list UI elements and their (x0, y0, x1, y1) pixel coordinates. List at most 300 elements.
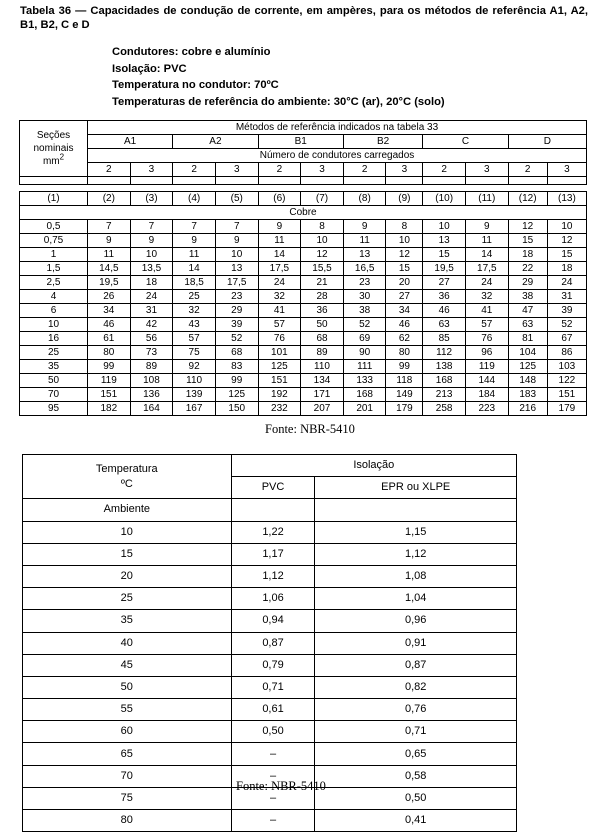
sections-header (20, 121, 88, 177)
method-a1: A1 (88, 135, 173, 149)
ampacity-cell: 9 (130, 234, 173, 248)
column-number: (8) (343, 192, 386, 206)
ampacity-cell: 32 (465, 290, 508, 304)
ampacity-cell: 10 (130, 248, 173, 262)
sections-label: Seções (36, 130, 71, 141)
ampacity-cell: 104 (508, 346, 547, 360)
ampacity-cell: 9 (258, 220, 301, 234)
epr-factor-cell: 0,96 (315, 610, 517, 632)
ampacity-cell: 46 (386, 318, 423, 332)
epr-factor-cell: 0,50 (315, 787, 517, 809)
section-cell: 0,75 (20, 234, 88, 248)
specs-block (112, 44, 445, 110)
section-cell: 2,5 (20, 276, 88, 290)
conductor-count: 3 (386, 163, 423, 177)
ampacity-cell: 151 (258, 374, 301, 388)
ampacity-cell: 67 (547, 332, 586, 346)
ampacity-table (19, 120, 587, 416)
ampacity-cell: 89 (301, 346, 344, 360)
ampacity-cell: 14 (173, 262, 216, 276)
section-cell: 10 (20, 318, 88, 332)
ampacity-cell: 10 (215, 248, 258, 262)
epr-factor-cell: 1,08 (315, 565, 517, 587)
ambient-empty-cell (315, 499, 517, 521)
column-number: (2) (88, 192, 131, 206)
ampacity-cell: 62 (386, 332, 423, 346)
temperature-cell: 15 (23, 543, 232, 565)
column-number: (5) (215, 192, 258, 206)
ampacity-cell: 18,5 (173, 276, 216, 290)
ampacity-cell: 11 (258, 234, 301, 248)
spec-insulation: Isolação: PVC (112, 62, 187, 75)
ampacity-cell: 134 (301, 374, 344, 388)
ampacity-cell: 46 (423, 304, 466, 318)
ampacity-cell: 46 (88, 318, 131, 332)
ampacity-cell: 119 (465, 360, 508, 374)
section-cell: 0,5 (20, 220, 88, 234)
section-cell: 70 (20, 388, 88, 402)
ampacity-cell: 32 (173, 304, 216, 318)
section-cell: 50 (20, 374, 88, 388)
ampacity-cell: 26 (88, 290, 131, 304)
temperature-cell: 45 (23, 654, 232, 676)
ampacity-cell: 12 (508, 220, 547, 234)
ampacity-cell: 10 (386, 234, 423, 248)
ampacity-cell: 8 (386, 220, 423, 234)
pvc-factor-cell: 0,87 (231, 632, 315, 654)
correction-factor-table (22, 454, 517, 832)
ampacity-cell: 9 (343, 220, 386, 234)
ampacity-cell: 19,5 (88, 276, 131, 290)
ampacity-cell: 34 (386, 304, 423, 318)
ampacity-cell: 110 (173, 374, 216, 388)
ampacity-cell: 122 (547, 374, 586, 388)
ampacity-cell: 36 (423, 290, 466, 304)
epr-factor-cell: 1,12 (315, 543, 517, 565)
ampacity-cell: 23 (215, 290, 258, 304)
table-row (23, 543, 517, 565)
empty-cell (173, 177, 216, 185)
ampacity-cell: 14,5 (88, 262, 131, 276)
table2-source: Fonte: NBR-5410 (236, 779, 326, 793)
table1-source: Fonte: NBR-5410 (265, 422, 355, 436)
ampacity-cell: 52 (215, 332, 258, 346)
temperature-cell: 25 (23, 588, 232, 610)
temperature-cell: 40 (23, 632, 232, 654)
ampacity-cell: 80 (88, 346, 131, 360)
section-cell: 16 (20, 332, 88, 346)
ampacity-cell: 9 (465, 220, 508, 234)
ampacity-cell: 125 (215, 388, 258, 402)
ampacity-cell: 151 (88, 388, 131, 402)
epr-factor-cell: 0,41 (315, 810, 517, 832)
ampacity-cell: 68 (215, 346, 258, 360)
temperature-cell: 35 (23, 610, 232, 632)
ampacity-cell: 213 (423, 388, 466, 402)
ampacity-cell: 258 (423, 402, 466, 416)
table-row (20, 276, 587, 290)
ampacity-cell: 15 (386, 262, 423, 276)
ampacity-cell: 9 (88, 234, 131, 248)
ampacity-cell: 36 (301, 304, 344, 318)
table-row (20, 360, 587, 374)
pvc-factor-cell: 1,12 (231, 565, 315, 587)
column-number: (12) (508, 192, 547, 206)
conductor-count: 2 (343, 163, 386, 177)
ampacity-cell: 41 (465, 304, 508, 318)
temperature-cell: 65 (23, 743, 232, 765)
conductor-count: 3 (465, 163, 508, 177)
ampacity-cell: 56 (130, 332, 173, 346)
temperature-cell: 50 (23, 676, 232, 698)
ampacity-cell: 76 (258, 332, 301, 346)
ampacity-cell: 103 (547, 360, 586, 374)
table-row (20, 290, 587, 304)
table-row (23, 743, 517, 765)
ampacity-cell: 179 (547, 402, 586, 416)
ampacity-cell: 11 (343, 234, 386, 248)
method-b2: B2 (343, 135, 422, 149)
ampacity-cell: 14 (465, 248, 508, 262)
ampacity-cell: 23 (343, 276, 386, 290)
ampacity-cell: 182 (88, 402, 131, 416)
ampacity-cell: 43 (173, 318, 216, 332)
column-number: (1) (20, 192, 88, 206)
table-row (23, 565, 517, 587)
table-row (20, 304, 587, 318)
ampacity-cell: 57 (465, 318, 508, 332)
section-cell: 25 (20, 346, 88, 360)
epr-factor-cell: 0,91 (315, 632, 517, 654)
empty-cell (508, 177, 547, 185)
ampacity-cell: 150 (215, 402, 258, 416)
table-row (23, 588, 517, 610)
temperature-cell: 10 (23, 521, 232, 543)
ampacity-cell: 184 (465, 388, 508, 402)
spec-conductor-temperature: Temperatura no condutor: 70ºC (112, 79, 279, 91)
ampacity-cell: 138 (423, 360, 466, 374)
temperature-header (23, 455, 232, 499)
ampacity-cell: 183 (508, 388, 547, 402)
conductor-count: 2 (423, 163, 466, 177)
ampacity-cell: 151 (547, 388, 586, 402)
ampacity-cell: 133 (343, 374, 386, 388)
pvc-factor-cell: – (231, 810, 315, 832)
table-row (20, 374, 587, 388)
empty-cell (343, 177, 386, 185)
section-cell: 4 (20, 290, 88, 304)
ampacity-cell: 125 (258, 360, 301, 374)
ampacity-cell: 15 (508, 234, 547, 248)
spec-conductors: Condutores: cobre e alumínio (112, 46, 271, 58)
ampacity-cell: 21 (301, 276, 344, 290)
epr-factor-cell: 0,82 (315, 676, 517, 698)
pvc-header: PVC (231, 477, 315, 499)
ampacity-cell: 99 (88, 360, 131, 374)
pvc-factor-cell: 1,17 (231, 543, 315, 565)
ampacity-cell: 11 (88, 248, 131, 262)
ampacity-cell: 10 (301, 234, 344, 248)
table-row (20, 346, 587, 360)
ampacity-cell: 27 (423, 276, 466, 290)
column-number: (3) (130, 192, 173, 206)
ampacity-cell: 18 (130, 276, 173, 290)
ampacity-cell: 89 (130, 360, 173, 374)
ampacity-cell: 52 (343, 318, 386, 332)
ampacity-cell: 57 (173, 332, 216, 346)
ampacity-cell: 13 (343, 248, 386, 262)
ampacity-cell: 38 (343, 304, 386, 318)
ampacity-cell: 92 (173, 360, 216, 374)
table-row (20, 332, 587, 346)
conductor-count: 2 (258, 163, 301, 177)
ampacity-cell: 7 (215, 220, 258, 234)
ampacity-cell: 7 (130, 220, 173, 234)
column-number: (13) (547, 192, 586, 206)
ampacity-cell: 42 (130, 318, 173, 332)
ampacity-cell: 30 (343, 290, 386, 304)
section-cell: 35 (20, 360, 88, 374)
empty-cell (465, 177, 508, 185)
table-row (20, 318, 587, 332)
pvc-factor-cell: 0,79 (231, 654, 315, 676)
ampacity-cell: 168 (423, 374, 466, 388)
ampacity-cell: 11 (173, 248, 216, 262)
epr-factor-cell: 0,58 (315, 765, 517, 787)
ampacity-cell: 164 (130, 402, 173, 416)
ampacity-cell: 96 (465, 346, 508, 360)
epr-xlpe-header: EPR ou XLPE (315, 477, 517, 499)
material-row: Cobre (20, 206, 587, 220)
ampacity-cell: 149 (386, 388, 423, 402)
conductor-count: 2 (173, 163, 216, 177)
conductor-count: 2 (88, 163, 131, 177)
ampacity-cell: 86 (547, 346, 586, 360)
ampacity-cell: 118 (386, 374, 423, 388)
ampacity-cell: 90 (343, 346, 386, 360)
empty-cell (423, 177, 466, 185)
column-number: (4) (173, 192, 216, 206)
ampacity-cell: 125 (508, 360, 547, 374)
ampacity-cell: 76 (465, 332, 508, 346)
ampacity-cell: 25 (173, 290, 216, 304)
section-cell: 1,5 (20, 262, 88, 276)
pvc-factor-cell: – (231, 765, 315, 787)
ampacity-cell: 69 (343, 332, 386, 346)
ampacity-cell: 111 (343, 360, 386, 374)
ampacity-cell: 13 (423, 234, 466, 248)
pvc-factor-cell: 0,94 (231, 610, 315, 632)
temperature-unit: ºC (120, 477, 133, 490)
ampacity-cell: 31 (130, 304, 173, 318)
epr-factor-cell: 0,76 (315, 699, 517, 721)
column-number: (9) (386, 192, 423, 206)
method-c: C (423, 135, 508, 149)
ampacity-cell: 110 (301, 360, 344, 374)
ampacity-cell: 15 (547, 248, 586, 262)
pvc-factor-cell: 0,61 (231, 699, 315, 721)
ampacity-cell: 10 (547, 220, 586, 234)
ampacity-cell: 19,5 (423, 262, 466, 276)
ampacity-cell: 24 (258, 276, 301, 290)
ampacity-cell: 63 (508, 318, 547, 332)
ampacity-cell: 81 (508, 332, 547, 346)
table-row (23, 676, 517, 698)
table-row (23, 610, 517, 632)
column-number: (10) (423, 192, 466, 206)
table-row (23, 721, 517, 743)
ampacity-cell: 11 (465, 234, 508, 248)
temperature-cell: 20 (23, 565, 232, 587)
table-row (23, 810, 517, 832)
ampacity-cell: 201 (343, 402, 386, 416)
column-number: (6) (258, 192, 301, 206)
ampacity-cell: 28 (301, 290, 344, 304)
ampacity-cell: 24 (130, 290, 173, 304)
table-title: Tabela 36 — Capacidades de condução de corrente, em ampères, para os métodos de referência A1, A2, B1, B2, C e D (20, 5, 588, 31)
ampacity-cell: 8 (301, 220, 344, 234)
empty-cell (301, 177, 344, 185)
ampacity-cell: 216 (508, 402, 547, 416)
table-row (23, 632, 517, 654)
ambient-label: Ambiente (23, 499, 232, 521)
ampacity-cell: 39 (215, 318, 258, 332)
ampacity-cell: 17,5 (215, 276, 258, 290)
ampacity-cell: 112 (423, 346, 466, 360)
ampacity-cell: 148 (508, 374, 547, 388)
ampacity-cell: 41 (258, 304, 301, 318)
epr-factor-cell: 1,04 (315, 588, 517, 610)
empty-cell (20, 177, 88, 185)
empty-cell (386, 177, 423, 185)
method-a2: A2 (173, 135, 258, 149)
empty-cell (215, 177, 258, 185)
pvc-factor-cell: 0,71 (231, 676, 315, 698)
epr-factor-cell: 0,71 (315, 721, 517, 743)
ampacity-cell: 101 (258, 346, 301, 360)
ampacity-cell: 39 (547, 304, 586, 318)
epr-factor-cell: 1,15 (315, 521, 517, 543)
ampacity-cell: 9 (173, 234, 216, 248)
temperature-label: Temperatura (95, 462, 158, 475)
table-row (20, 248, 587, 262)
ampacity-cell: 7 (88, 220, 131, 234)
ampacity-cell: 20 (386, 276, 423, 290)
conductor-count: 2 (508, 163, 547, 177)
sections-unit: mm (42, 156, 60, 167)
table-row (20, 220, 587, 234)
ampacity-cell: 83 (215, 360, 258, 374)
conductors-header: Número de condutores carregados (88, 149, 587, 163)
ampacity-cell: 179 (386, 402, 423, 416)
ampacity-cell: 68 (301, 332, 344, 346)
ampacity-cell: 57 (258, 318, 301, 332)
ampacity-cell: 10 (423, 220, 466, 234)
table-row (20, 402, 587, 416)
ampacity-cell: 119 (88, 374, 131, 388)
epr-factor-cell: 0,87 (315, 654, 517, 676)
spec-ambient-temperature: Temperaturas de referência do ambiente: 30°C (ar), 20°C (solo) (112, 95, 445, 108)
ampacity-cell: 13 (215, 262, 258, 276)
empty-cell (258, 177, 301, 185)
ampacity-cell: 16,5 (343, 262, 386, 276)
temperature-cell: 60 (23, 721, 232, 743)
ampacity-cell: 7 (173, 220, 216, 234)
conductor-count: 3 (130, 163, 173, 177)
methods-header: Métodos de referência indicados na tabela 33 (88, 121, 587, 135)
ampacity-cell: 27 (386, 290, 423, 304)
empty-cell (547, 177, 586, 185)
ampacity-cell: 136 (130, 388, 173, 402)
temperature-cell: 70 (23, 765, 232, 787)
ampacity-cell: 108 (130, 374, 173, 388)
table-row (20, 262, 587, 276)
ampacity-cell: 139 (173, 388, 216, 402)
ambient-empty-cell (231, 499, 315, 521)
ampacity-cell: 99 (215, 374, 258, 388)
column-number: (11) (465, 192, 508, 206)
ampacity-cell: 24 (465, 276, 508, 290)
insulation-header: Isolação (231, 455, 516, 477)
ampacity-cell: 12 (386, 248, 423, 262)
ampacity-cell: 192 (258, 388, 301, 402)
ampacity-cell: 167 (173, 402, 216, 416)
ampacity-cell: 85 (423, 332, 466, 346)
ampacity-cell: 61 (88, 332, 131, 346)
pvc-factor-cell: – (231, 787, 315, 809)
empty-cell (130, 177, 173, 185)
sections-label-2: nominais (33, 143, 74, 154)
table-row (20, 388, 587, 402)
table-row (23, 521, 517, 543)
method-d: D (508, 135, 586, 149)
ampacity-cell: 52 (547, 318, 586, 332)
ampacity-cell: 29 (215, 304, 258, 318)
ampacity-cell: 47 (508, 304, 547, 318)
sections-unit-exponent: 2 (59, 152, 65, 162)
section-cell: 95 (20, 402, 88, 416)
pvc-factor-cell: 1,06 (231, 588, 315, 610)
epr-factor-cell: 0,65 (315, 743, 517, 765)
ampacity-cell: 32 (258, 290, 301, 304)
ampacity-cell: 18 (508, 248, 547, 262)
ampacity-cell: 29 (508, 276, 547, 290)
ampacity-cell: 34 (88, 304, 131, 318)
ampacity-cell: 50 (301, 318, 344, 332)
method-b1: B1 (258, 135, 343, 149)
ampacity-cell: 144 (465, 374, 508, 388)
temperature-cell: 80 (23, 810, 232, 832)
conductor-count: 3 (215, 163, 258, 177)
empty-cell (88, 177, 131, 185)
section-cell: 6 (20, 304, 88, 318)
section-cell: 1 (20, 248, 88, 262)
table-row (23, 699, 517, 721)
conductor-count: 3 (301, 163, 344, 177)
ampacity-cell: 17,5 (465, 262, 508, 276)
ampacity-cell: 63 (423, 318, 466, 332)
ampacity-cell: 168 (343, 388, 386, 402)
column-number: (7) (301, 192, 344, 206)
ampacity-cell: 207 (301, 402, 344, 416)
ampacity-cell: 38 (508, 290, 547, 304)
ampacity-cell: 171 (301, 388, 344, 402)
ampacity-cell: 13,5 (130, 262, 173, 276)
temperature-cell: 75 (23, 787, 232, 809)
ampacity-cell: 232 (258, 402, 301, 416)
ampacity-cell: 18 (547, 262, 586, 276)
table-row (20, 234, 587, 248)
